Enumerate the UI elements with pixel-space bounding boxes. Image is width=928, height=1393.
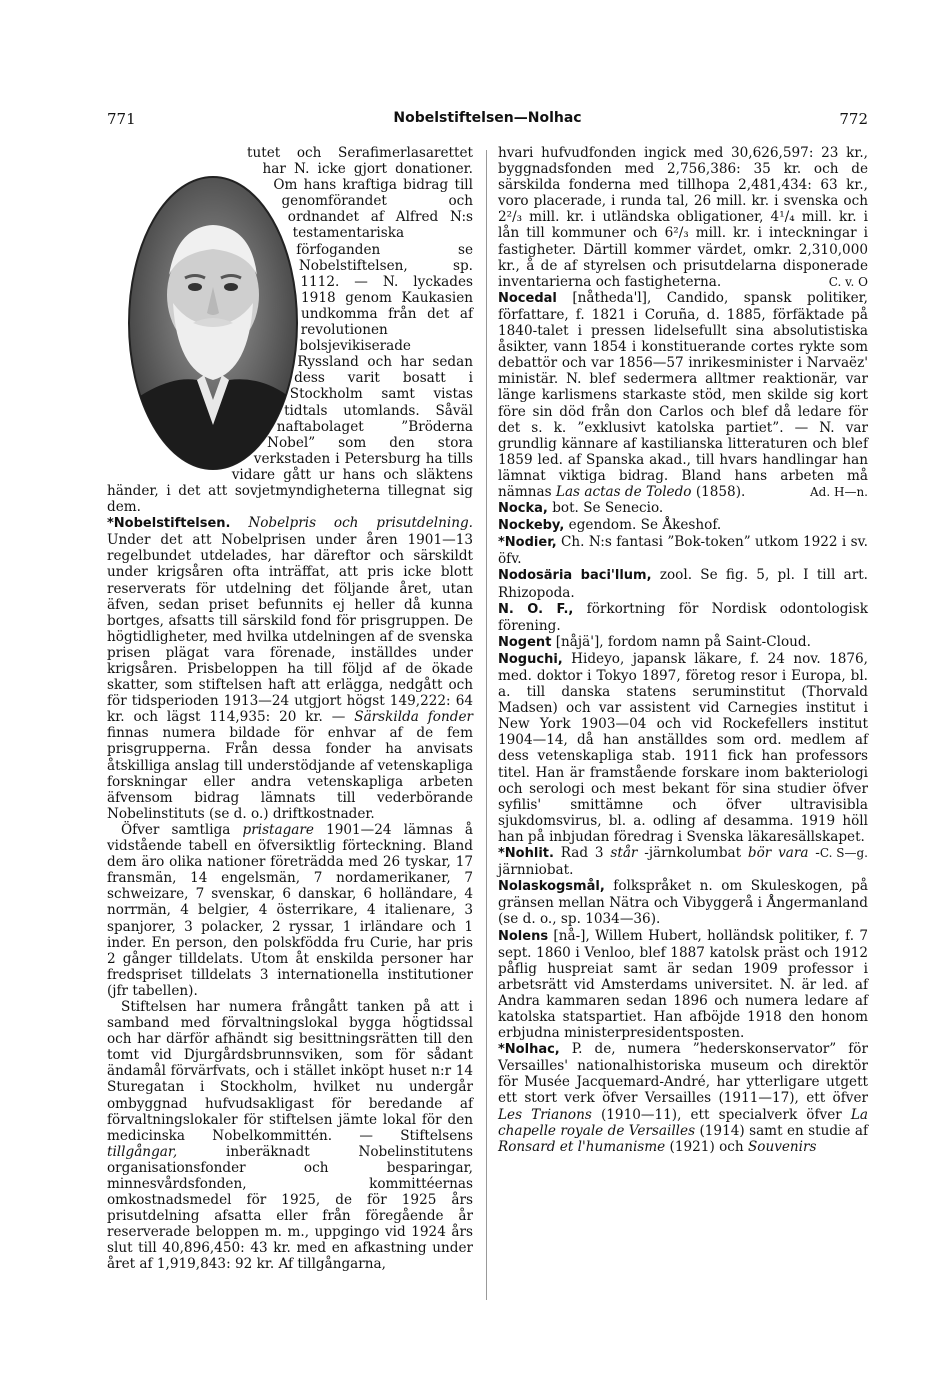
- headword-nogent: Nogent: [498, 634, 552, 650]
- left-column: [107, 145, 473, 1273]
- italic-souvenirs: Souvenirs: [747, 1138, 817, 1155]
- headword-nocedal: Nocedal: [498, 290, 557, 306]
- entry-nodosaria: [498, 567, 868, 600]
- text-nocedal-end: (1858).: [695, 483, 746, 500]
- headword-nocka: Nocka,: [498, 501, 548, 517]
- entry-nobelstiftelsen: [107, 515, 473, 822]
- paragraph-fonder-continued: [498, 145, 868, 290]
- headword-nobelstiftelsen: *Nobelstiftelsen.: [107, 516, 231, 532]
- italic-las-actas: Las actas de Toledo: [555, 483, 692, 500]
- text-nocka: bot. Se Senecio.: [552, 500, 664, 517]
- column-divider: [486, 150, 487, 1300]
- entry-nolaskogsmal: [498, 878, 868, 927]
- entry-nogent: [498, 634, 868, 651]
- portrait-photo-icon: [127, 175, 299, 471]
- text-jarnkolumbat: -järnkolumbat: [644, 845, 742, 862]
- text-jarnniobat: -järnniobat.: [498, 845, 820, 879]
- italic-sarskilda-fonder: Särskilda fonder: [354, 709, 473, 726]
- text-nolhac-m2: (1914) samt en studie af: [699, 1122, 868, 1139]
- italic-pristagare: pristagare: [242, 821, 314, 838]
- entry-nocka: [498, 500, 868, 517]
- text-pristagare: 1901—24 lämnas å vidstående tabell en öfversiktlig förteckning. Bland dem äro olika nationer företrädda med 26 tyskar, 17 fransmän, 14 engelsmän, 7 nordamerikaner, 7 schweizare, 7 svenskar, 6 danskar, 6 holländare, 4 norrmän, 4 belgier, 4 österrikare, 4 italienare, 3 spanjorer, 3 polacker, 2 ryssar, 1 irländare och 1 inder. En person, den polskfödda fru Curie, har pris 2 gånger tilldelats. Utom åt enskilda personer har fredspriset tilldelats 3 internationella institutioner (jfr tabellen).: [107, 821, 473, 999]
- text-nogent: [nåjä'], fordom namn på Saint-Cloud.: [555, 633, 811, 650]
- headword-nolhac: *Nolhac,: [498, 1042, 560, 1058]
- text-nof: förkortning för Nordisk odontologisk förening.: [498, 600, 868, 634]
- italic-bor-vara: bör vara: [747, 845, 809, 862]
- text-ofver: Öfver samtliga: [121, 821, 231, 838]
- text-fonder: finnas numera bildade för enhvar af de fem prisgrupperna. Från dessa fonder ha anvisats åtskilliga anslag till understödjande af vetenskapliga forskningar eller andra vetenskapliga arbeten äfvensom bidrag lämnats till vederbörande Nobelinstituts (se d. o.) driftkostnader.: [107, 725, 473, 822]
- paragraph-pristagare: [107, 822, 473, 999]
- entry-nohlit: [498, 845, 868, 878]
- running-title: Nobelstiftelsen—Nolhac: [393, 110, 582, 126]
- text-nockeby: egendom. Se Åkeshof.: [568, 517, 722, 534]
- paragraph-nobel-person-end: tutet och Serafimerlasarettet har N. icke gjort donationer. Om hans kraftiga bidrag till genomförandet och ordnandet af Alfred N:s testamentariska förfoganden se Nobelstiftelsen, sp. 1112. — N. lyckades 1918 genom Kaukasien undkomma från det af revolutionen bolsjevikiserade Ryssland och har sedan dess varit bosatt i Stockholm samt vistas tidtals utomlands. Såväl naftabolaget ”Bröderna Nobel” som den stora verkstaden i Petersburg ha tills vidare gått ur hans och släktens händer, i det att sovjetmyndigheterna tillegnat sig dem.: [107, 145, 473, 516]
- entry-nolens: [498, 928, 868, 1042]
- portrait-image: [127, 175, 299, 471]
- text-nolens: [nå-], Willem Hubert, holländsk politiker, f. 7 sept. 1860 i Venloo, blef 1887 katolsk präst och 1912 påflig huspreiat samt är sedan 1909 professor i arbetsrätt vid Amsterdams universitet. N. är led. af Andra kammaren sedan 1896 och numera ledare af katolska statspartiet. Han afböjde 1918 den honom erbjudna ministerpresidentsposten.: [498, 927, 868, 1042]
- page-number-right: 772: [839, 110, 868, 128]
- italic-les-trianons: Les Trianons: [498, 1106, 592, 1123]
- text-stiftelsen: Stiftelsen har numera frångått tanken på att i samband med förvaltningslokal bygga högtidssal och har därför afhändt sig besittningsrätten till den tomt vid Djurgårdsbrunnsviken, som för sådant ändamål förvärfvats, och i stället inköpt huset n:r 14 Sturegatan i Stockholm, hvilket nu undergår ombyggnad hufvudsakligast för beredande af förvaltningslokaler för stiftelsen jämte lokal för den medicinska Nobelkommittén. — Stiftelsens: [107, 998, 473, 1144]
- text-nocedal: [nåtheda'l], Candido, spansk politiker, författare, f. 1821 i Coruña, d. 1885, förfäktade på 1840-talet i pressen lidelsefullt sina absolutistiska åsikter, vann 1854 i konstituerande cortes rykte som debattör och var 1856—57 inrikesminister i Narvaëz' ministär. N. blef sedermera alltmer reaktionär, var länge karlismens starkaste stöd, men skilde sig kort före sin död från don Carlos och blef då ledare för det s. k. ”exklusivt katolska partiet”. — N. var grundlig kännare af kastilianska litteraturen och blef 1859 led. af Spanska akad., till hvars handlingar han lämnat viktiga bidrag. Bland hans arbeten må nämnas: [498, 289, 868, 500]
- text-nolhac: P. de, numera ”hederskonservator” för Versailles' nationalhistoriska museum och direktör för Musée Jacquemard-André, har ytterligare utgett ett stort verk öfver Versailles (1911—17), ett öfver: [498, 1041, 868, 1107]
- text-nohlit: Rad 3: [560, 845, 604, 862]
- headword-noguchi: Noguchi,: [498, 651, 563, 667]
- text-nobelpris: Under det att Nobelprisen under åren 1901—13 regelbundet utdelades, har däreftor och särskildt under krigsåren ofta inträffat, att pris icke blott reserverats för utdelning det följande året, utan äfven, sedan priset befunnits ej heller då kunna bortges, afsatts till särskild fond för prisgruppen. De högtidligheter, med hvilka utdelningen af de svenska prisen plägat vara förenade, inställdes under krigsåren. Prisbeloppen ha till följd af de ökade skatter, som stiftelsen haft att erlägga, nedgått och för tidsperioden 1913—24 utgjort högst 149,222: 64 kr. och lägst 114,935: 20 kr. —: [107, 532, 473, 726]
- text-nolaskogsmal: folkspråket n. om Skuleskogen, på gränsen mellan Nätra och Vibyggerå i Ångermanland (se d. o., sp. 1034—36).: [498, 878, 869, 928]
- text-noguchi: Hideyo, japansk läkare, f. 24 nov. 1876, med. doktor i Tokyo 1897, företog resor i Europa, bl. a. till danska statens seruminstitut (Thorvald Madsen) och var assistent vid Carnegies institut i New York 1903—04 och vid Rockefellers institut 1904—14, då han anställdes som ord. medlem af dess vetenskapliga stab. 1911 fick han professors titel. Han är framstående forskare inom bakteriologi och serologi och mest bekant för sina studier öfver syfilis' smittämne och öfver ultravisibla sjukdomsvirus, bl. a. odling af desamma. 1919 höll han på inbjudan föredrag i Svenska läkaresällskapet.: [498, 650, 868, 845]
- text-nodosaria: zool. Se fig. 5, pl. I till art. Rhizopoda.: [498, 567, 868, 601]
- text-nolhac-m3: (1921) och: [669, 1138, 744, 1155]
- page-number-left: 771: [107, 110, 136, 128]
- text-fonder-continued: hvari hufvudfonden ingick med 30,626,597: 23 kr., byggnadsfonden med 2,756,386: 35 kr. och de särskilda fonderna med tillhopa 2,481,434: 63 kr., voro placerade, i runda tal, 26 mill. kr. i svenska och 2²/₃ mill. kr. i utländska obligationer, 4¹/₄ mill. kr. i lån till kommuner och 6²/₃ mill. kr. i inteckningar i fastigheter. Därtill kommer värdet, omkr. 2,310,000 kr., å de af styrelsen och prisutdelarna disponerade inventarierna och fastigheterna.: [498, 145, 868, 290]
- headword-nodier: *Nodier,: [498, 535, 557, 551]
- signature-adhn: Ad. H—n.: [810, 484, 868, 499]
- entry-nof: [498, 601, 868, 634]
- italic-la-chapelle: La chapelle royale de Versailles: [498, 1106, 869, 1139]
- right-column: [498, 145, 868, 1155]
- text-nodier: Ch. N:s fantasi ”Bok-token” utkom 1922 i sv. öfv.: [498, 534, 868, 568]
- headword-nof: N. O. F.,: [498, 601, 574, 617]
- text-tillgangar: inberäknadt Nobelinstitutens organisationsfonder och besparingar, minnesvårdsfonden, kommittéernas omkostnadsmedel för 1925, de för 1925 års prisutdelning afsatta eller från föregående år reserverade beloppen m. m., uppgingo vid 1924 års slut till 40,896,450: 43 kr. med en afkastning under året af 1,919,843: 92 kr. Af tillgångarna,: [107, 1143, 473, 1273]
- headword-nodosaria: Nodosäria baci'llum,: [498, 568, 652, 584]
- headword-nolaskogsmal: Nolaskogsmål,: [498, 879, 605, 895]
- entry-nodier: [498, 534, 868, 567]
- headword-nohlit: *Nohlit.: [498, 846, 554, 862]
- page-header: [107, 110, 868, 132]
- italic-star: står: [610, 845, 638, 862]
- italic-ronsard: Ronsard et l'humanisme: [498, 1138, 666, 1155]
- text-nolhac-m1: (1910—11), ett specialverk öfver: [600, 1106, 842, 1123]
- entry-nockeby: [498, 517, 868, 534]
- entry-nocedal: [498, 290, 868, 500]
- subheading-nobelpris: Nobelpris och prisutdelning.: [248, 515, 473, 532]
- signature-csg: C. S—g.: [819, 846, 868, 861]
- paragraph-stiftelsen: [107, 999, 473, 1273]
- headword-nockeby: Nockeby,: [498, 518, 565, 534]
- headword-nolens: Nolens: [498, 928, 549, 944]
- signature-cvo: C. v. O: [828, 274, 868, 289]
- entry-nolhac: [498, 1041, 868, 1155]
- italic-tillgangar: tillgångar,: [107, 1143, 178, 1160]
